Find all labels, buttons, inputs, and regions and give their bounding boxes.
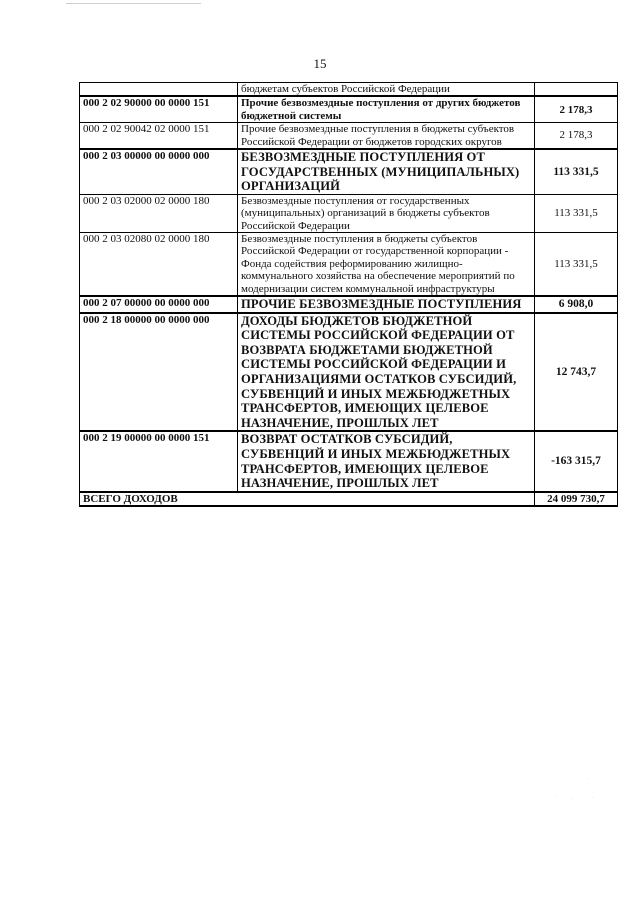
scan-speck: ·	[588, 776, 590, 782]
table-row	[80, 296, 618, 313]
budget-code-cell: 000 2 19 00000 00 0000 151	[80, 431, 238, 491]
scan-speck: ·	[556, 793, 558, 799]
revenue-name-cell: БЕЗВОЗМЕЗДНЫЕ ПОСТУПЛЕНИЯ ОТ ГОСУДАРСТВЕННЫХ (МУНИЦИПАЛЬНЫХ) ОРГАНИЗАЦИЙ	[238, 149, 535, 194]
revenue-name-cell: Прочие безвозмездные поступления от других бюджетов бюджетной системы	[238, 96, 535, 122]
amount-cell: 113 331,5	[535, 149, 618, 194]
budget-code-cell: 000 2 02 90042 02 0000 151	[80, 123, 238, 149]
budget-code-cell	[80, 83, 238, 97]
budget-code-cell: 000 2 18 00000 00 0000 000	[80, 313, 238, 432]
table-row	[80, 313, 618, 432]
budget-code-cell: 000 2 07 00000 00 0000 000	[80, 296, 238, 313]
table-row	[80, 149, 618, 194]
table-row	[80, 431, 618, 491]
budget-code-cell: 000 2 02 90000 00 0000 151	[80, 96, 238, 122]
amount-cell: -163 315,7	[535, 431, 618, 491]
amount-cell: 6 908,0	[535, 296, 618, 313]
table-row	[80, 96, 618, 122]
table-row	[80, 123, 618, 149]
budget-code-cell: 000 2 03 02080 02 0000 180	[80, 233, 238, 297]
amount-cell: 12 743,7	[535, 313, 618, 432]
amount-cell: 2 178,3	[535, 123, 618, 149]
budget-code-cell: 000 2 03 02000 02 0000 180	[80, 194, 238, 232]
revenue-name-cell: ПРОЧИЕ БЕЗВОЗМЕЗДНЫЕ ПОСТУПЛЕНИЯ	[238, 296, 535, 313]
scan-artifact-line	[66, 3, 201, 4]
total-label: ВСЕГО ДОХОДОВ	[80, 492, 535, 506]
revenue-name-cell: Безвозмездные поступления от государственных (муниципальных) организаций в бюджеты субъектов Российской Федерации	[238, 194, 535, 232]
amount-cell: 113 331,5	[535, 194, 618, 232]
amount-cell: 113 331,5	[535, 233, 618, 297]
total-amount: 24 099 730,7	[535, 492, 618, 506]
amount-cell: 2 178,3	[535, 96, 618, 122]
budget-code-cell: 000 2 03 00000 00 0000 000	[80, 149, 238, 194]
revenue-name-cell: Прочие безвозмездные поступления в бюджеты субъектов Российской Федерации от бюджетов городских округов	[238, 123, 535, 149]
revenue-table	[79, 82, 618, 507]
page-number: 15	[313, 56, 327, 71]
revenue-name-cell: ДОХОДЫ БЮДЖЕТОВ БЮДЖЕТНОЙ СИСТЕМЫ РОССИЙСКОЙ ФЕДЕРАЦИИ ОТ ВОЗВРАТА БЮДЖЕТАМИ БЮДЖЕТНОЙ СИСТЕМЫ РОССИЙСКОЙ ФЕДЕРАЦИИ И ОРГАНИЗАЦИЯМИ ОСТАТКОВ СУБСИДИЙ, СУБВЕНЦИЙ И ИНЫХ МЕЖБЮДЖЕТНЫХ ТРАНСФЕРТОВ, ИМЕЮЩИХ ЦЕЛЕВОЕ НАЗНАЧЕНИЕ, ПРОШЛЫХ ЛЕТ	[238, 313, 535, 432]
table-row	[80, 194, 618, 232]
table-row	[80, 233, 618, 297]
total-row	[80, 492, 618, 506]
revenue-name-cell: ВОЗВРАТ ОСТАТКОВ СУБСИДИЙ, СУБВЕНЦИЙ И ИНЫХ МЕЖБЮДЖЕТНЫХ ТРАНСФЕРТОВ, ИМЕЮЩИХ ЦЕЛЕВОЕ НАЗНАЧЕНИЕ, ПРОШЛЫХ ЛЕТ	[238, 431, 535, 491]
scan-speck: ·	[592, 795, 594, 801]
table-row	[80, 83, 618, 97]
revenue-name-cell: Безвозмездные поступления в бюджеты субъектов Российской Федерации от государственной корпорации - Фонда содействия реформированию жилищно-коммунального хозяйства на обеспечение мероприятий по модернизации систем коммунальной инфраструктуры	[238, 233, 535, 297]
revenue-name-cell: бюджетам субъектов Российской Федерации	[238, 83, 535, 97]
scan-speck: ·	[572, 796, 574, 802]
amount-cell	[535, 83, 618, 97]
